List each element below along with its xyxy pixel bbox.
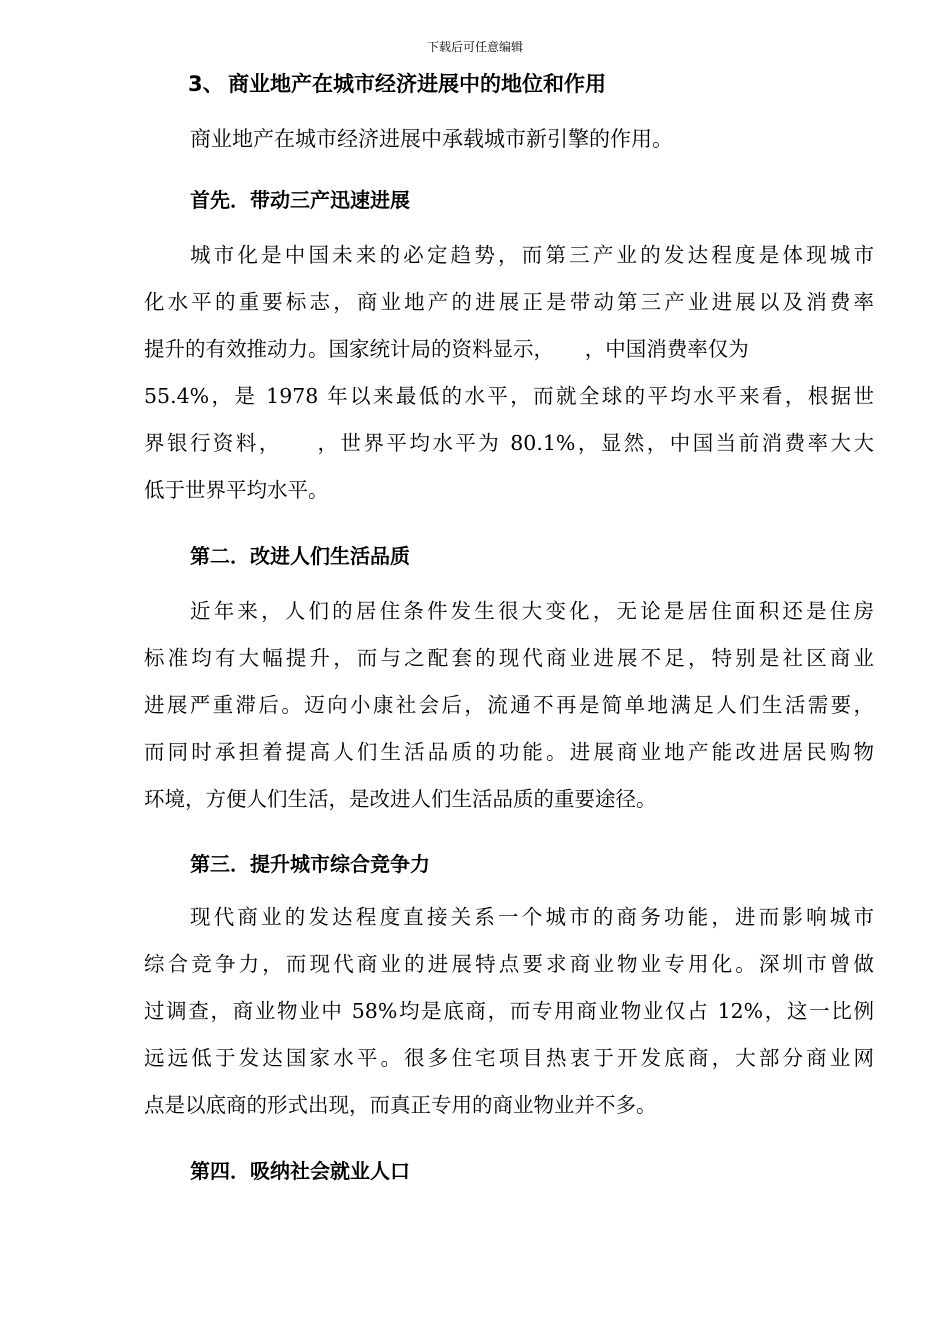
paragraph-line: 提升的有效推动力。国家统计局的资料显示， ，中国消费率仅为: [144, 337, 749, 361]
paragraph-1: [144, 232, 874, 514]
section-intro: 商业地产在城市经济进展中承载城市新引擎的作用。: [190, 127, 673, 151]
paragraph-line: 55.4%，是 1978 年以来最低的水平，而就全球的平均水平来看，根据世: [144, 384, 874, 408]
paragraph-line: 而同时承担着提高人们生活品质的功能。进展商业地产能改进居民购物: [144, 740, 874, 764]
paragraph-line: 综合竞争力，而现代商业的进展特点要求商业物业专用化。深圳市曾做: [144, 952, 874, 976]
paragraph-line: 近年来，人们的居住条件发生很大变化，无论是居住面积还是住房: [190, 599, 874, 623]
paragraph-line: 远远低于发达国家水平。很多住宅项目热衷于开发底商，大部分商业网: [144, 1046, 874, 1070]
paragraph-line: 标准均有大幅提升，而与之配套的现代商业进展不足，特别是社区商业: [144, 646, 874, 670]
section-title-text: 商业地产在城市经济进展中的地位和作用: [228, 72, 606, 96]
paragraph-line: 界银行资料， ，世界平均水平为 80.1%，显然，中国当前消费率大大: [144, 431, 874, 455]
paragraph-3: [144, 894, 874, 1129]
page-header-note: 下载后可任意编辑: [426, 40, 523, 54]
paragraph-line: 进展严重滞后。迈向小康社会后，流通不再是简单地满足人们生活需要，: [144, 693, 874, 717]
paragraph-line: 环境，方便人们生活，是改进人们生活品质的重要途径。: [144, 787, 657, 811]
paragraph-line: 过调查，商业物业中 58%均是底商，而专用商业物业仅占 12%，这一比例: [144, 999, 874, 1023]
subsection-heading-2: 第二．改进人们生活品质: [190, 544, 410, 568]
paragraph-2: [144, 588, 874, 823]
paragraph-line: 城市化是中国未来的必定趋势，而第三产业的发达程度是体现城市: [190, 243, 874, 267]
subsection-heading-4: 第四．吸纳社会就业人口: [190, 1159, 410, 1183]
section-title: [188, 68, 606, 98]
paragraph-line: 点是以底商的形式出现，而真正专用的商业物业并不多。: [144, 1093, 657, 1117]
subsection-heading-1: 首先．带动三产迅速进展: [190, 188, 410, 212]
section-number: 3、: [188, 72, 224, 96]
subsection-heading-3: 第三．提升城市综合竞争力: [190, 852, 430, 876]
paragraph-line: 现代商业的发达程度直接关系一个城市的商务功能，进而影响城市: [190, 905, 874, 929]
paragraph-line: 低于世界平均水平。: [144, 478, 329, 502]
paragraph-line: 化水平的重要标志，商业地产的进展正是带动第三产业进展以及消费率: [144, 290, 874, 314]
